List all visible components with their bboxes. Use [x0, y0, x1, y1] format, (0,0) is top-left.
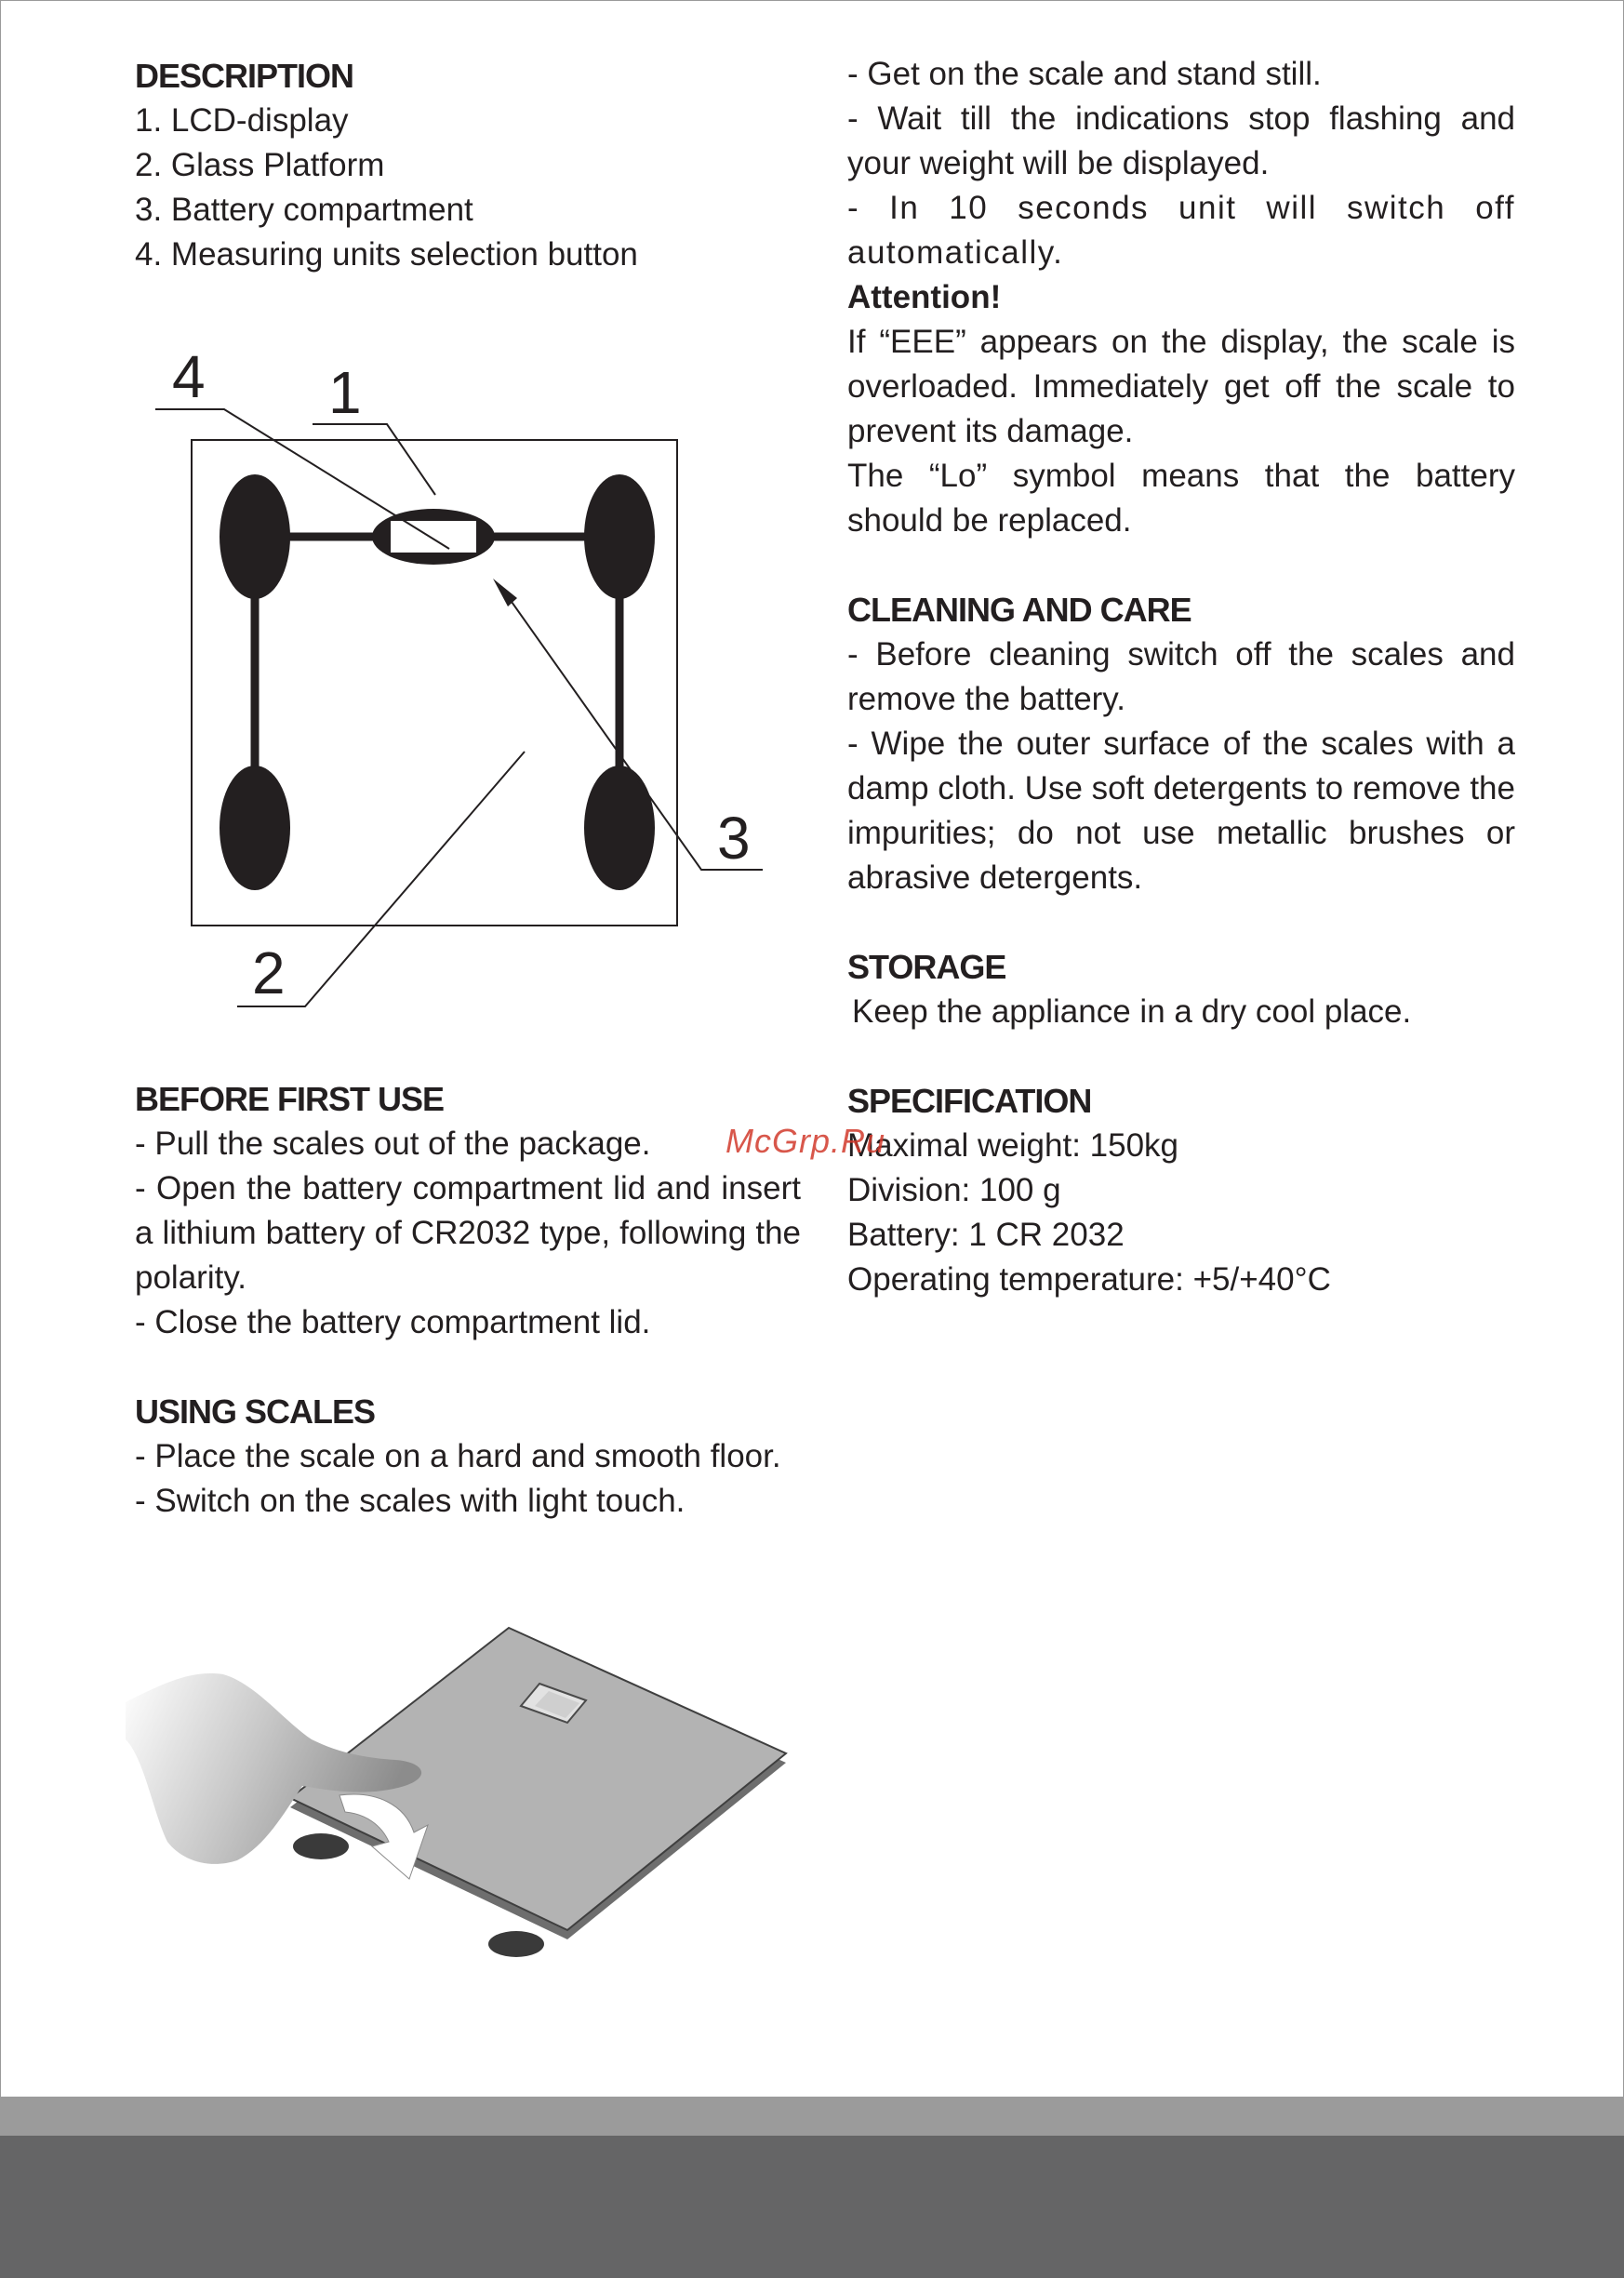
footer-band-light: [0, 2097, 1624, 2136]
storage-heading: STORAGE: [847, 948, 1006, 986]
footer-band-dark: [0, 2136, 1624, 2278]
watermark: McGrp.Ru: [725, 1122, 886, 1160]
using-scales-heading: USING SCALES: [135, 1392, 376, 1431]
using-continued-1: - Get on the scale and stand still.: [847, 56, 1322, 92]
description-item-4: 4. Measuring units selection button: [135, 236, 638, 273]
before-line-2: - Open the battery compartment lid and insert a lithium battery of CR2032 type, following the polarity.: [135, 1170, 801, 1296]
arrow-head: [493, 579, 517, 606]
description-item-3: 3. Battery compartment: [135, 192, 473, 228]
attention-line-2: The “Lo” symbol means that the battery should be replaced.: [847, 458, 1515, 539]
attention-heading: Attention!: [847, 279, 1002, 315]
before-first-use-heading: BEFORE FIRST USE: [135, 1080, 445, 1118]
specification-heading: SPECIFICATION: [847, 1082, 1092, 1120]
using-continued-3: - In 10 seconds unit will switch off automatically.: [847, 190, 1515, 271]
spacer: [847, 543, 1515, 588]
lcd-display: [391, 521, 476, 553]
description-heading: DESCRIPTION: [135, 57, 354, 95]
cleaning-heading: CLEANING AND CARE: [847, 591, 1191, 629]
attention-line-1: If “EEE” appears on the display, the scale is overloaded. Immediately get off the scale to prevent its damage.: [847, 324, 1515, 449]
rubber-foot: [488, 1931, 544, 1957]
description-item-1: 1. LCD-display: [135, 102, 349, 139]
label-3: 3: [717, 805, 751, 872]
before-line-1: - Pull the scales out of the package.: [135, 1126, 651, 1162]
using-line-2: - Switch on the scales with light touch.: [135, 1483, 686, 1519]
label-1: 1: [328, 359, 362, 426]
spacer: [135, 1345, 801, 1390]
spacer: [847, 1034, 1515, 1079]
label-4: 4: [172, 343, 206, 410]
foot-bottom-right: [584, 766, 655, 890]
cleaning-line-2: - Wipe the outer surface of the scales with a damp cloth. Use soft detergents to remove the impurities; do not use metallic brushes or abrasive detergents.: [847, 726, 1515, 896]
foot-top-right: [584, 474, 655, 599]
before-line-3: - Close the battery compartment lid.: [135, 1304, 651, 1340]
foot-on-scale-illustration: [126, 1581, 795, 2000]
rubber-foot: [293, 1833, 349, 1859]
leader-line-1: [313, 424, 435, 495]
spacer: [847, 900, 1515, 945]
foot-top-left: [220, 474, 290, 599]
label-2: 2: [252, 939, 286, 1006]
description-item-2: 2. Glass Platform: [135, 147, 385, 183]
spec-max-weight: Maximal weight: 150kg: [847, 1127, 1178, 1164]
foot-bottom-left: [220, 766, 290, 890]
spec-division: Division: 100 g: [847, 1172, 1061, 1208]
spec-temperature: Operating temperature: +5/+40°C: [847, 1261, 1331, 1298]
scale-diagram: [140, 335, 772, 1023]
right-column: [847, 52, 1515, 1302]
storage-text: Keep the appliance in a dry cool place.: [852, 993, 1412, 1030]
using-continued-2: - Wait till the indications stop flashing and your weight will be displayed.: [847, 100, 1515, 181]
using-line-1: - Place the scale on a hard and smooth floor.: [135, 1438, 781, 1474]
cleaning-line-1: - Before cleaning switch off the scales and remove the battery.: [847, 636, 1515, 717]
spec-battery: Battery: 1 CR 2032: [847, 1217, 1125, 1253]
